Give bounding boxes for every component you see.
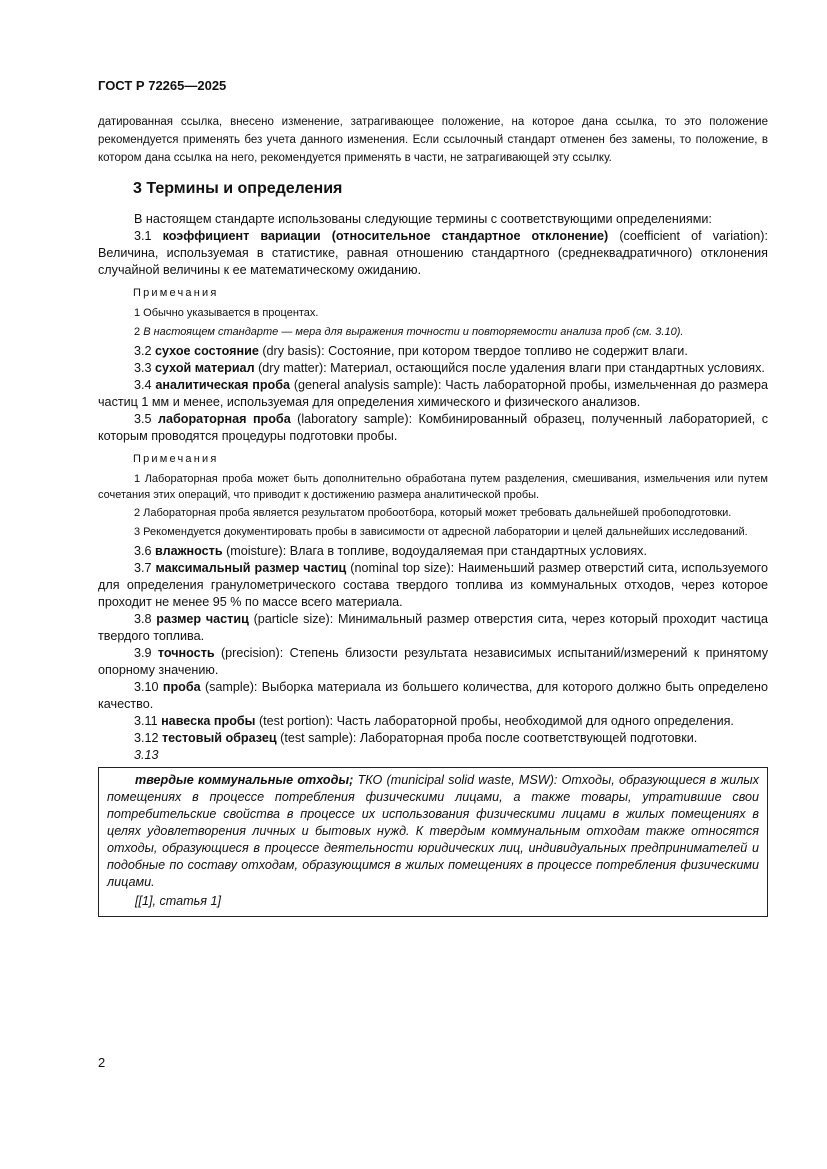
term-number: 3.2 [134,344,152,358]
term-number: 3.10 [134,680,159,694]
term-definition: (laboratory sample): Комбинированный образец, полученный лабораторией, с которым проводятся процедуры подготовки пробы. [98,412,768,443]
term-number: 3.4 [134,378,152,392]
term-3-8 [98,611,768,645]
term-definition: (moisture): Влага в топливе, водоудаляемая при стандартных условиях. [222,544,647,558]
term-number: 3.8 [134,612,152,626]
term-number: 3.11 [134,714,158,728]
page-number: 2 [98,1055,106,1070]
term-name: влажность [155,544,223,558]
term-3-7 [98,560,768,611]
term-definition: (general analysis sample): Часть лабораторной пробы, измельченная до размера частиц 1 мм и менее, используемая для определения химического и физического анализов. [98,378,768,409]
term-number: 3.7 [134,561,152,575]
term-definition: (test portion): Часть лабораторной пробы, необходимой для одного определения. [255,714,734,728]
term-3-12 [98,730,768,747]
term-3-13 [107,772,759,891]
term-definition: (particle size): Минимальный размер отверстия сита, через который проходит частица твердого топлива. [98,612,768,643]
term-definition: (nominal top size): Наименьший размер отверстий сита, используемого для определения гранулометрического состава твердого топлива из коммунальных отходов, через которое проходит не менее 95 % по массе всего материала. [98,561,768,609]
term-definition: (dry basis): Состояние, при котором твердое топливо не содержит влаги. [258,344,688,358]
note-item [98,325,768,341]
notes-heading: Примечания [133,287,219,299]
notes-heading: Примечания [133,453,219,465]
term-number: 3.9 [134,646,152,660]
term-number: 3.6 [134,544,152,558]
term-definition: (coefficient of variation): Величина, используемая в статистике, равная отношению стандартного (среднеквадратичного) отклонения случайной величины к ее математическому ожиданию. [98,229,768,277]
terms-body [98,211,768,917]
intro-paragraph: датированная ссылка, внесено изменение, затрагивающее положение, на которое дана ссылка, то это положение рекомендуется применять без учета данного изменения. Если ссылочный стандарт отменен без замены, то положение, в котором дана ссылка на него, рекомендуется применять в части, не затрагивающей эту ссылку. [98,116,768,164]
term-3-1 [98,228,768,279]
term-definition: (test sample): Лабораторная проба после соответствующей подготовки. [276,731,698,745]
term-name: максимальный размер частиц [155,561,347,575]
term-name: аналитическая проба [155,378,291,392]
term-name: коэффициент вариации (относительное стандартное отклонение) [162,229,609,243]
term-number: 3.5 [134,412,152,426]
term-name: навеска пробы [161,714,256,728]
term-3-13-box [98,767,768,917]
term-name: сухой материал [155,361,255,375]
term-name: проба [162,680,201,694]
term-3-6 [98,543,768,560]
term-source-reference: [[1], статья 1] [135,894,221,908]
term-3-4 [98,377,768,411]
note-number: 2 [134,325,144,338]
document-header: ГОСТ Р 72265—2025 [98,78,227,93]
term-name: твердые коммунальные отходы; [135,773,354,787]
term-3-10 [98,679,768,713]
term-name: точность [157,646,215,660]
term-3-9 [98,645,768,679]
term-3-2 [98,343,768,360]
note-italic-text: В настоящем стандарте — мера для выражения точности и повторяемости анализа проб (см. 3.10). [143,325,684,338]
term-3-11 [98,713,768,730]
term-name: сухое состояние [155,344,259,358]
lead-paragraph: В настоящем стандарте использованы следующие термины с соответствующими определениями: [134,212,712,226]
note-item: 3 Рекомендуется документировать пробы в зависимости от адресной лаборатории и целей дальнейших исследований. [134,525,748,538]
section-title: 3 Термины и определения [133,180,343,197]
term-number: 3.1 [134,229,152,243]
term-definition: ТКО (municipal solid waste, MSW): Отходы, образующиеся в жилых помещениях в процессе потребления физическими лицами, а также товары, утратившие свои потребительские свойства в процессе их использования физическими лицами в жилых помещениях в целях удовлетворения личных и бытовых нужд. К твердым коммунальным отходам также относятся отходы, образующиеся в процессе деятельности юридических лиц, индивидуальных предпринимателей и подобные по составу отходам, образующимся в жилых помещениях в процессе потребления физическими лицами. [107,773,759,889]
note-item: 2 Лабораторная проба является результатом пробоотбора, который может требовать дальнейшей пробоподготовки. [134,507,732,519]
term-name: лабораторная проба [157,412,291,426]
term-3-3 [98,360,768,377]
term-definition: (dry matter): Материал, остающийся после удаления влаги при стандартных условиях. [254,361,765,375]
term-3-5 [98,411,768,445]
term-name: размер частиц [156,612,249,626]
term-3-13-number: 3.13 [134,748,159,762]
note-item: 1 Лабораторная проба может быть дополнительно обработана путем разделения, смешивания, измельчения или путем сочетания этих операций, что приводит к достижению размера аналитической пробы. [98,473,768,501]
note-item: 1 Обычно указывается в процентах. [134,307,319,319]
term-definition: (sample): Выборка материала из большего количества, для которого должно быть определено качество. [98,680,769,711]
term-number: 3.12 [134,731,159,745]
term-name: тестовый образец [162,731,277,745]
term-number: 3.3 [134,361,152,375]
term-definition: (precision): Степень близости результата независимых испытаний/измерений к принятому опорному значению. [98,646,768,677]
